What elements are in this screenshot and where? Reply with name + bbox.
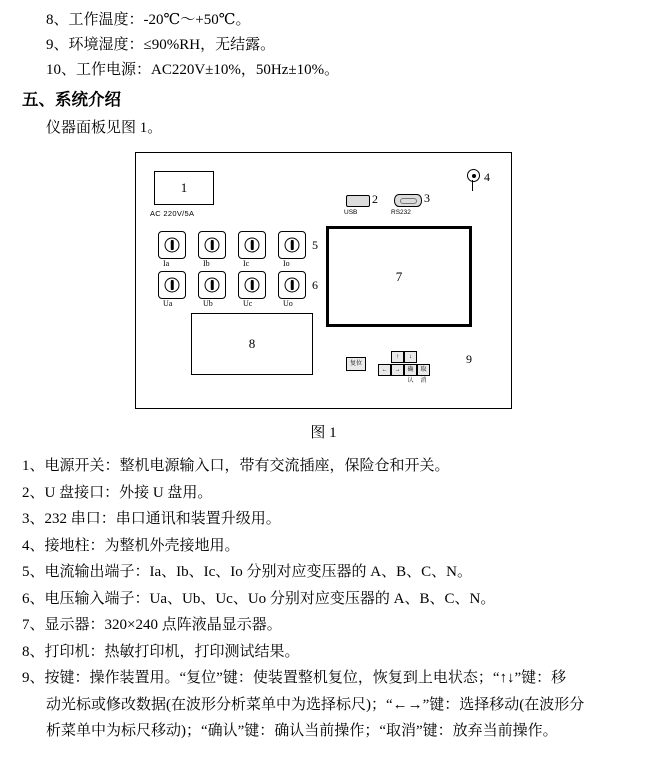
ac-rating-label: AC 220V/5A [150, 209, 195, 218]
voltage-terminal-ua [158, 271, 186, 299]
panel-figure [0, 147, 647, 447]
key-down[interactable]: ↓ [404, 351, 417, 363]
terminal-label: Uc [243, 299, 253, 308]
list-item: 3、232 串口：串口通讯和装置升级用。 [22, 511, 281, 527]
printer-area [191, 313, 313, 375]
printer-number: 8 [248, 336, 256, 351]
terminal-label: Ib [203, 259, 210, 268]
current-row-number: 5 [312, 238, 318, 252]
rs232-port-label: RS232 [391, 209, 411, 216]
terminal-label: Ua [163, 299, 173, 308]
key-up[interactable]: ↑ [391, 351, 404, 363]
voltage-terminal-uc [238, 271, 266, 299]
key-right[interactable]: → [391, 364, 404, 376]
keypad-number: 9 [466, 352, 472, 366]
current-terminal-ic [238, 231, 266, 259]
list-item: 8、打印机：热敏打印机，打印测试结果。 [22, 643, 300, 660]
ground-post-number: 4 [484, 170, 490, 184]
list-item-text: 9、按键：操作装置用。“复位”键：使装置整机复位，恢复到上电状态；“↑↓”键：移 [22, 670, 567, 686]
power-switch-box [154, 171, 214, 205]
list-item: 7、显示器：320×240 点阵液晶显示器。 [22, 617, 282, 633]
terminal-label: Ia [163, 259, 170, 268]
list-item [0, 665, 647, 745]
voltage-terminal-ub [198, 271, 226, 299]
ground-post-icon [466, 169, 480, 193]
current-terminal-io [278, 231, 306, 259]
key-cancel[interactable]: 取消 [417, 364, 430, 376]
power-switch-number: 1 [180, 180, 188, 195]
key-reset[interactable]: 复位 [346, 357, 366, 371]
rs232-port-number: 3 [424, 191, 430, 205]
list-item: 2、U 盘接口：外接 U 盘用。 [22, 484, 213, 501]
section-intro-text: 仪器面板见图 1。 [46, 120, 163, 136]
usb-port-icon [346, 195, 370, 207]
list-item-text-cont: 析菜单中为标尺移动)；“确认”键：确认当前操作；“取消”键：放弃当前操作。 [46, 723, 558, 739]
rs232-port-icon [394, 194, 422, 207]
lcd-display-number: 7 [395, 268, 403, 284]
keypad-group [346, 351, 456, 384]
list-item: 6、电压输入端子：Ua、Ub、Uc、Uo 分别对应变压器的 A、B、C、N。 [22, 590, 496, 607]
list-item: 5、电流输出端子：Ia、Ib、Ic、Io 分别对应变压器的 A、B、C、N。 [22, 564, 472, 580]
lcd-display [326, 226, 472, 327]
list-item: 9、环境湿度：≤90%RH，无结露。 [46, 37, 276, 53]
list-item: 1、电源开关：整机电源输入口，带有交流插座，保险仓和开关。 [22, 458, 450, 474]
figure-caption: 图 1 [310, 425, 337, 441]
usb-port-label: USB [344, 209, 358, 216]
usb-port-number: 2 [372, 192, 378, 206]
list-item: 4、接地柱：为整机外壳接地用。 [22, 537, 240, 554]
terminal-label: Uo [283, 299, 293, 308]
current-terminal-ia [158, 231, 186, 259]
instrument-panel [135, 152, 512, 409]
key-confirm[interactable]: 确认 [404, 364, 417, 376]
component-description-list [0, 447, 647, 745]
section-heading: 五、系统介绍 [22, 91, 121, 109]
current-terminal-ib [198, 231, 226, 259]
terminal-label: Ic [243, 259, 250, 268]
terminal-label: Io [283, 259, 290, 268]
voltage-row-number: 6 [312, 278, 318, 292]
terminal-label: Ub [203, 299, 213, 308]
specification-list [0, 0, 647, 83]
key-left[interactable]: ← [378, 364, 391, 376]
list-item-text-cont: 动光标或修改数据(在波形分析菜单中为选择标尺)；“←→”键：选择移动(在波形分 [46, 696, 585, 713]
voltage-terminal-uo [278, 271, 306, 299]
list-item: 8、工作温度：-20℃～+50℃。 [46, 12, 251, 28]
list-item: 10、工作电源：AC220V±10%，50Hz±10%。 [46, 62, 340, 78]
